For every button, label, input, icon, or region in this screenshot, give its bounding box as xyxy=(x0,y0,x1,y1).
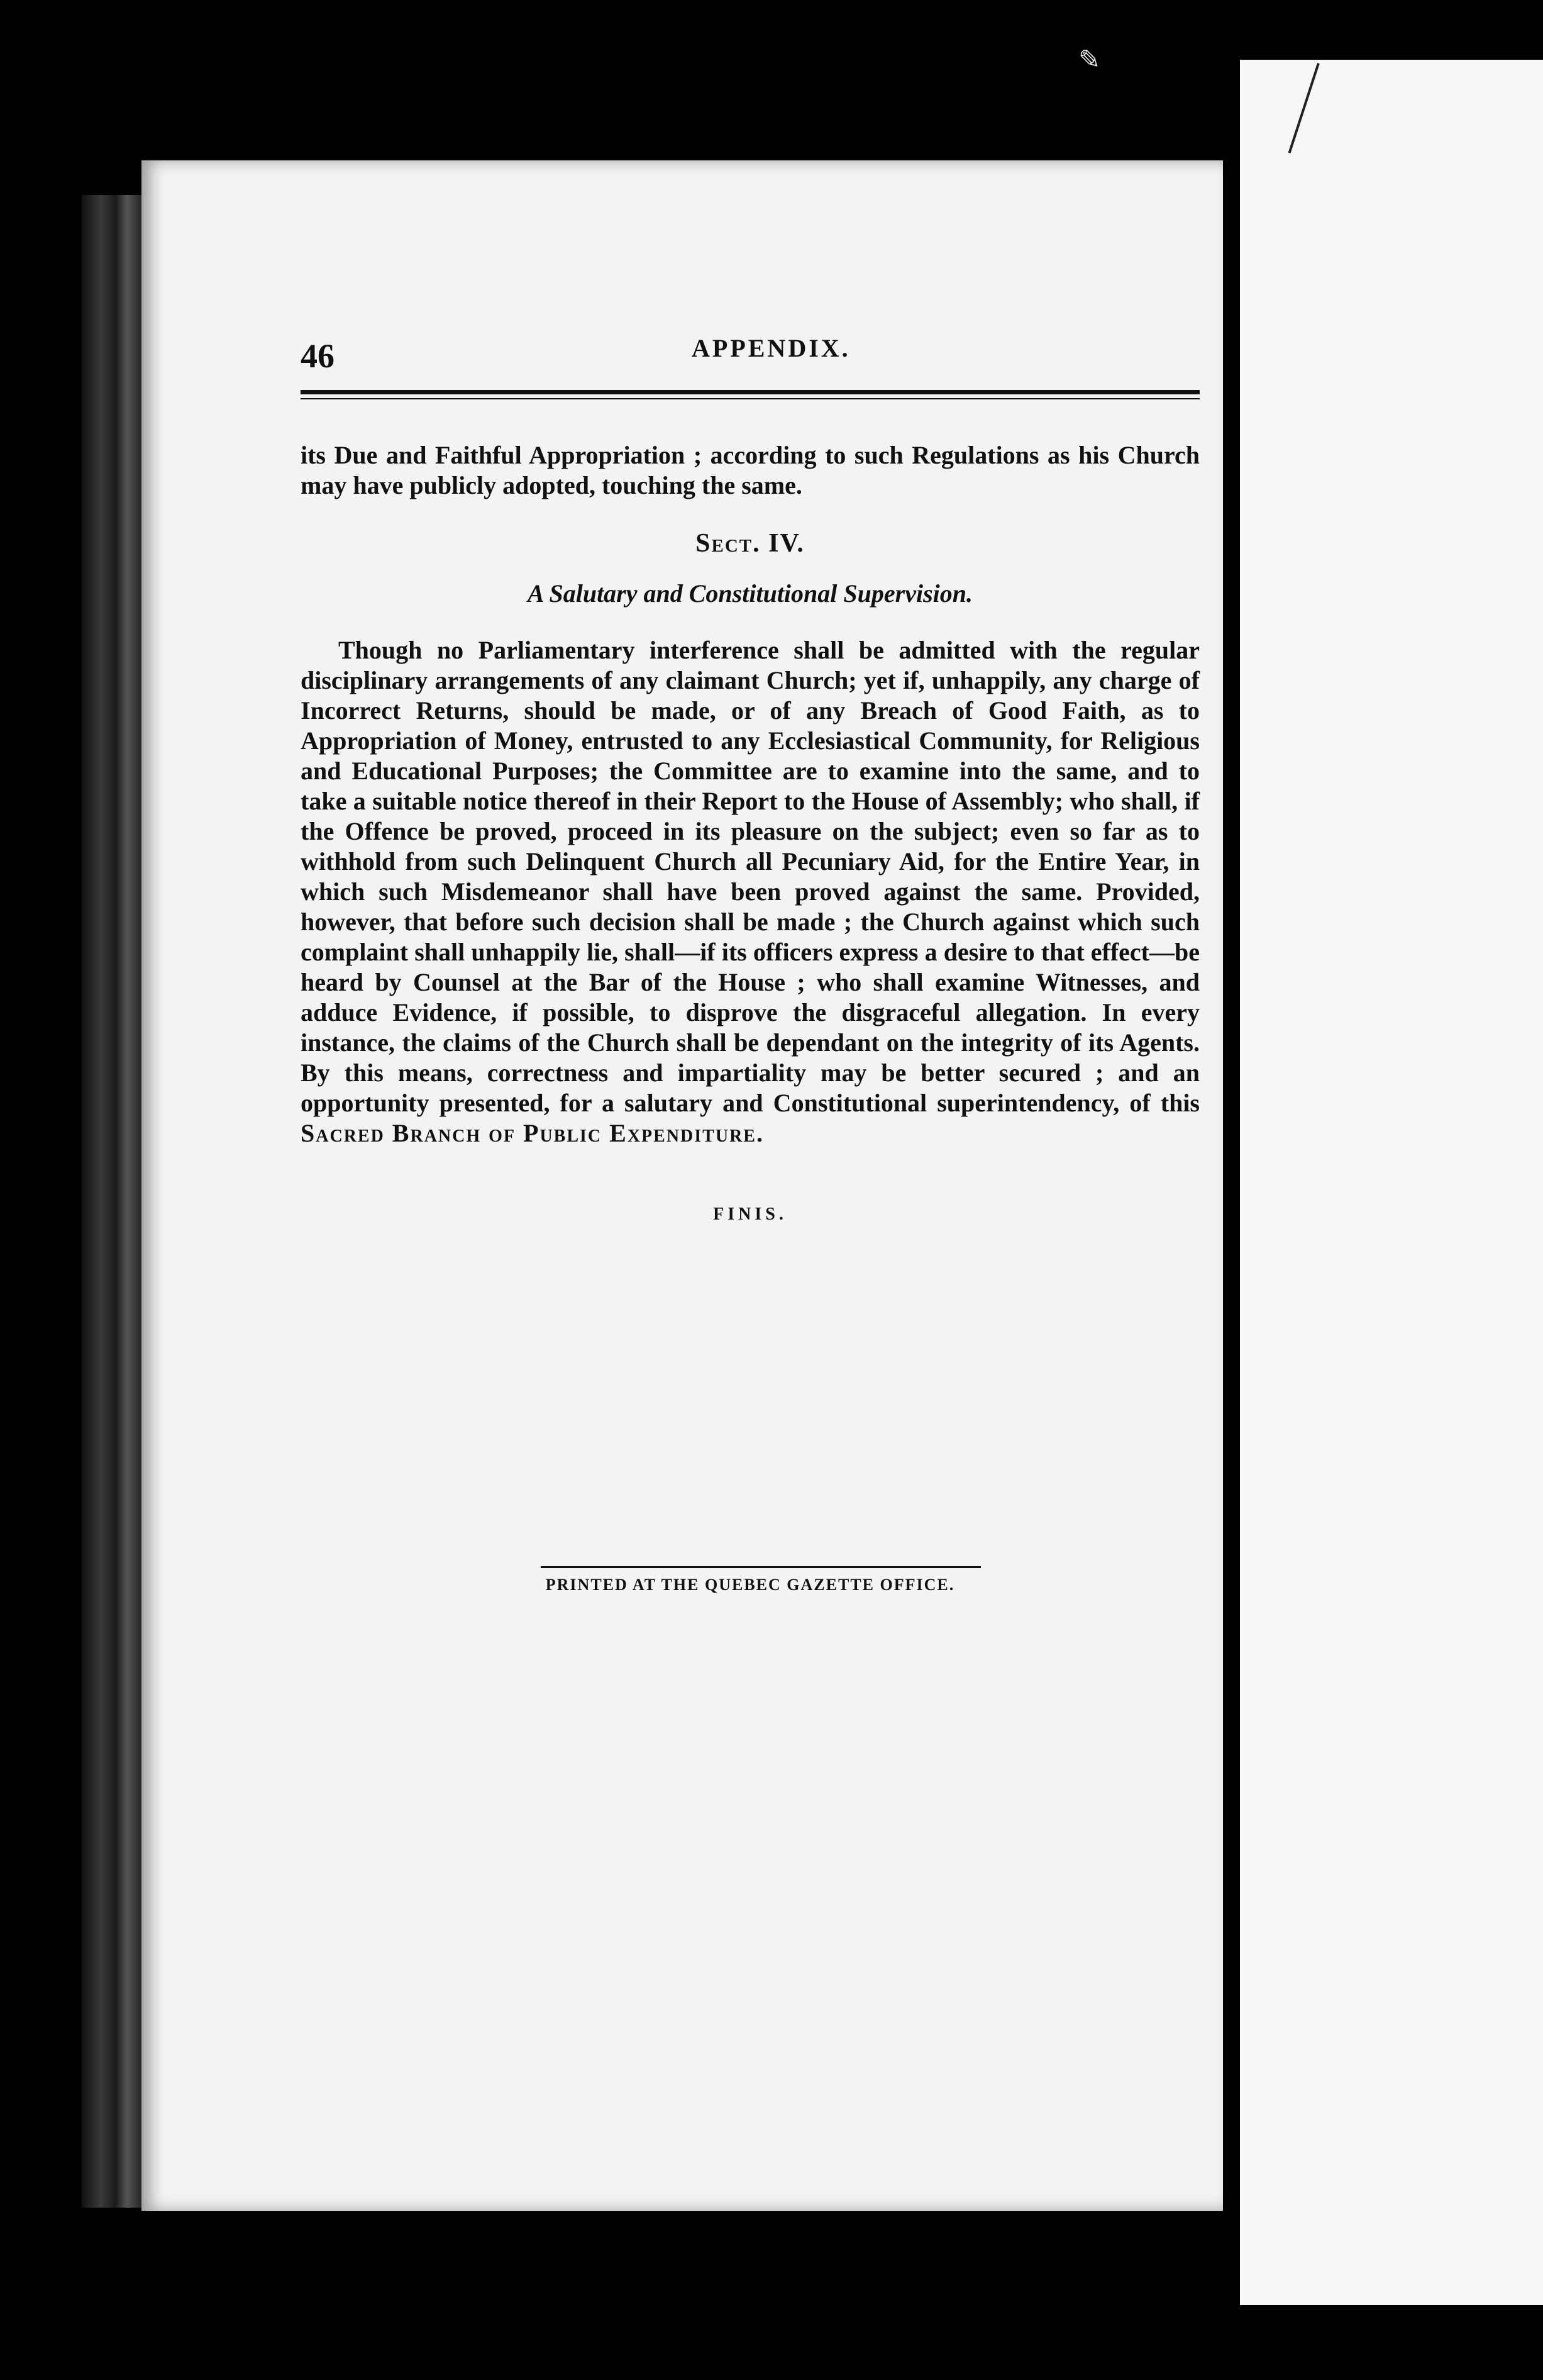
printer-imprint: PRINTED AT THE QUEBEC GAZETTE OFFICE. xyxy=(545,1576,955,1594)
finis-mark: FINIS. xyxy=(713,1204,787,1224)
section-subtitle: A Salutary and Constitutional Supervision. xyxy=(527,579,973,608)
body-paragraph xyxy=(301,635,1200,1148)
body-paragraph-text: Though no Parliamentary interference shall be admitted with the regular disciplinary arrangements of any claimant Church; yet if, unhappily, any charge of Incorrect Returns, should be made, or of any Breach of Good Faith, as to Appropriation of Money, entrusted to any Ecclesiastical Community, for Religious and Educational Purposes; the Committee are to examine into the same, and to take a suitable notice thereof in their Report to the House of Assembly; who shall, if the Offence be proved, proceed in its pleasure on the subject; even so far as to withhold from such Delinquent Church all Pecuniary Aid, for the Entire Year, in which such Misdemeanor shall have been proved against the same. Provided, however, that before such decision shall be made ; the Church against which such complaint shall unhappily lie, shall—if its officers express a desire to that effect—be heard by Counsel at the Bar of the House ; who shall examine Witnesses, and adduce Evidence, if possible, to disprove the disgraceful allegation. In every instance, the claims of the Church shall be dependant on the integrity of its Agents. By this means, correctness and impartiality may be better secured ; and an opportunity presented, for a salutary and Constitutional superintendency, of this xyxy=(301,636,1200,1117)
scan-mark-icon: ✎ xyxy=(1078,46,1101,75)
intro-paragraph: its Due and Faithful Appropriation ; according to such Regulations as his Church may have publicly adopted, touching the same. xyxy=(301,441,1200,499)
imprint-rule xyxy=(541,1566,981,1568)
running-head: APPENDIX. xyxy=(692,334,851,362)
body-paragraph-end: . xyxy=(756,1119,763,1147)
page-number: 46 xyxy=(301,337,335,375)
header-rule-thin xyxy=(301,398,1200,399)
facing-blank-page xyxy=(1240,60,1543,2305)
section-heading: Sect. IV. xyxy=(695,529,805,558)
body-paragraph-emphasis: Sacred Branch of Public Expenditure xyxy=(301,1119,756,1147)
header-rule-thick xyxy=(301,390,1200,394)
